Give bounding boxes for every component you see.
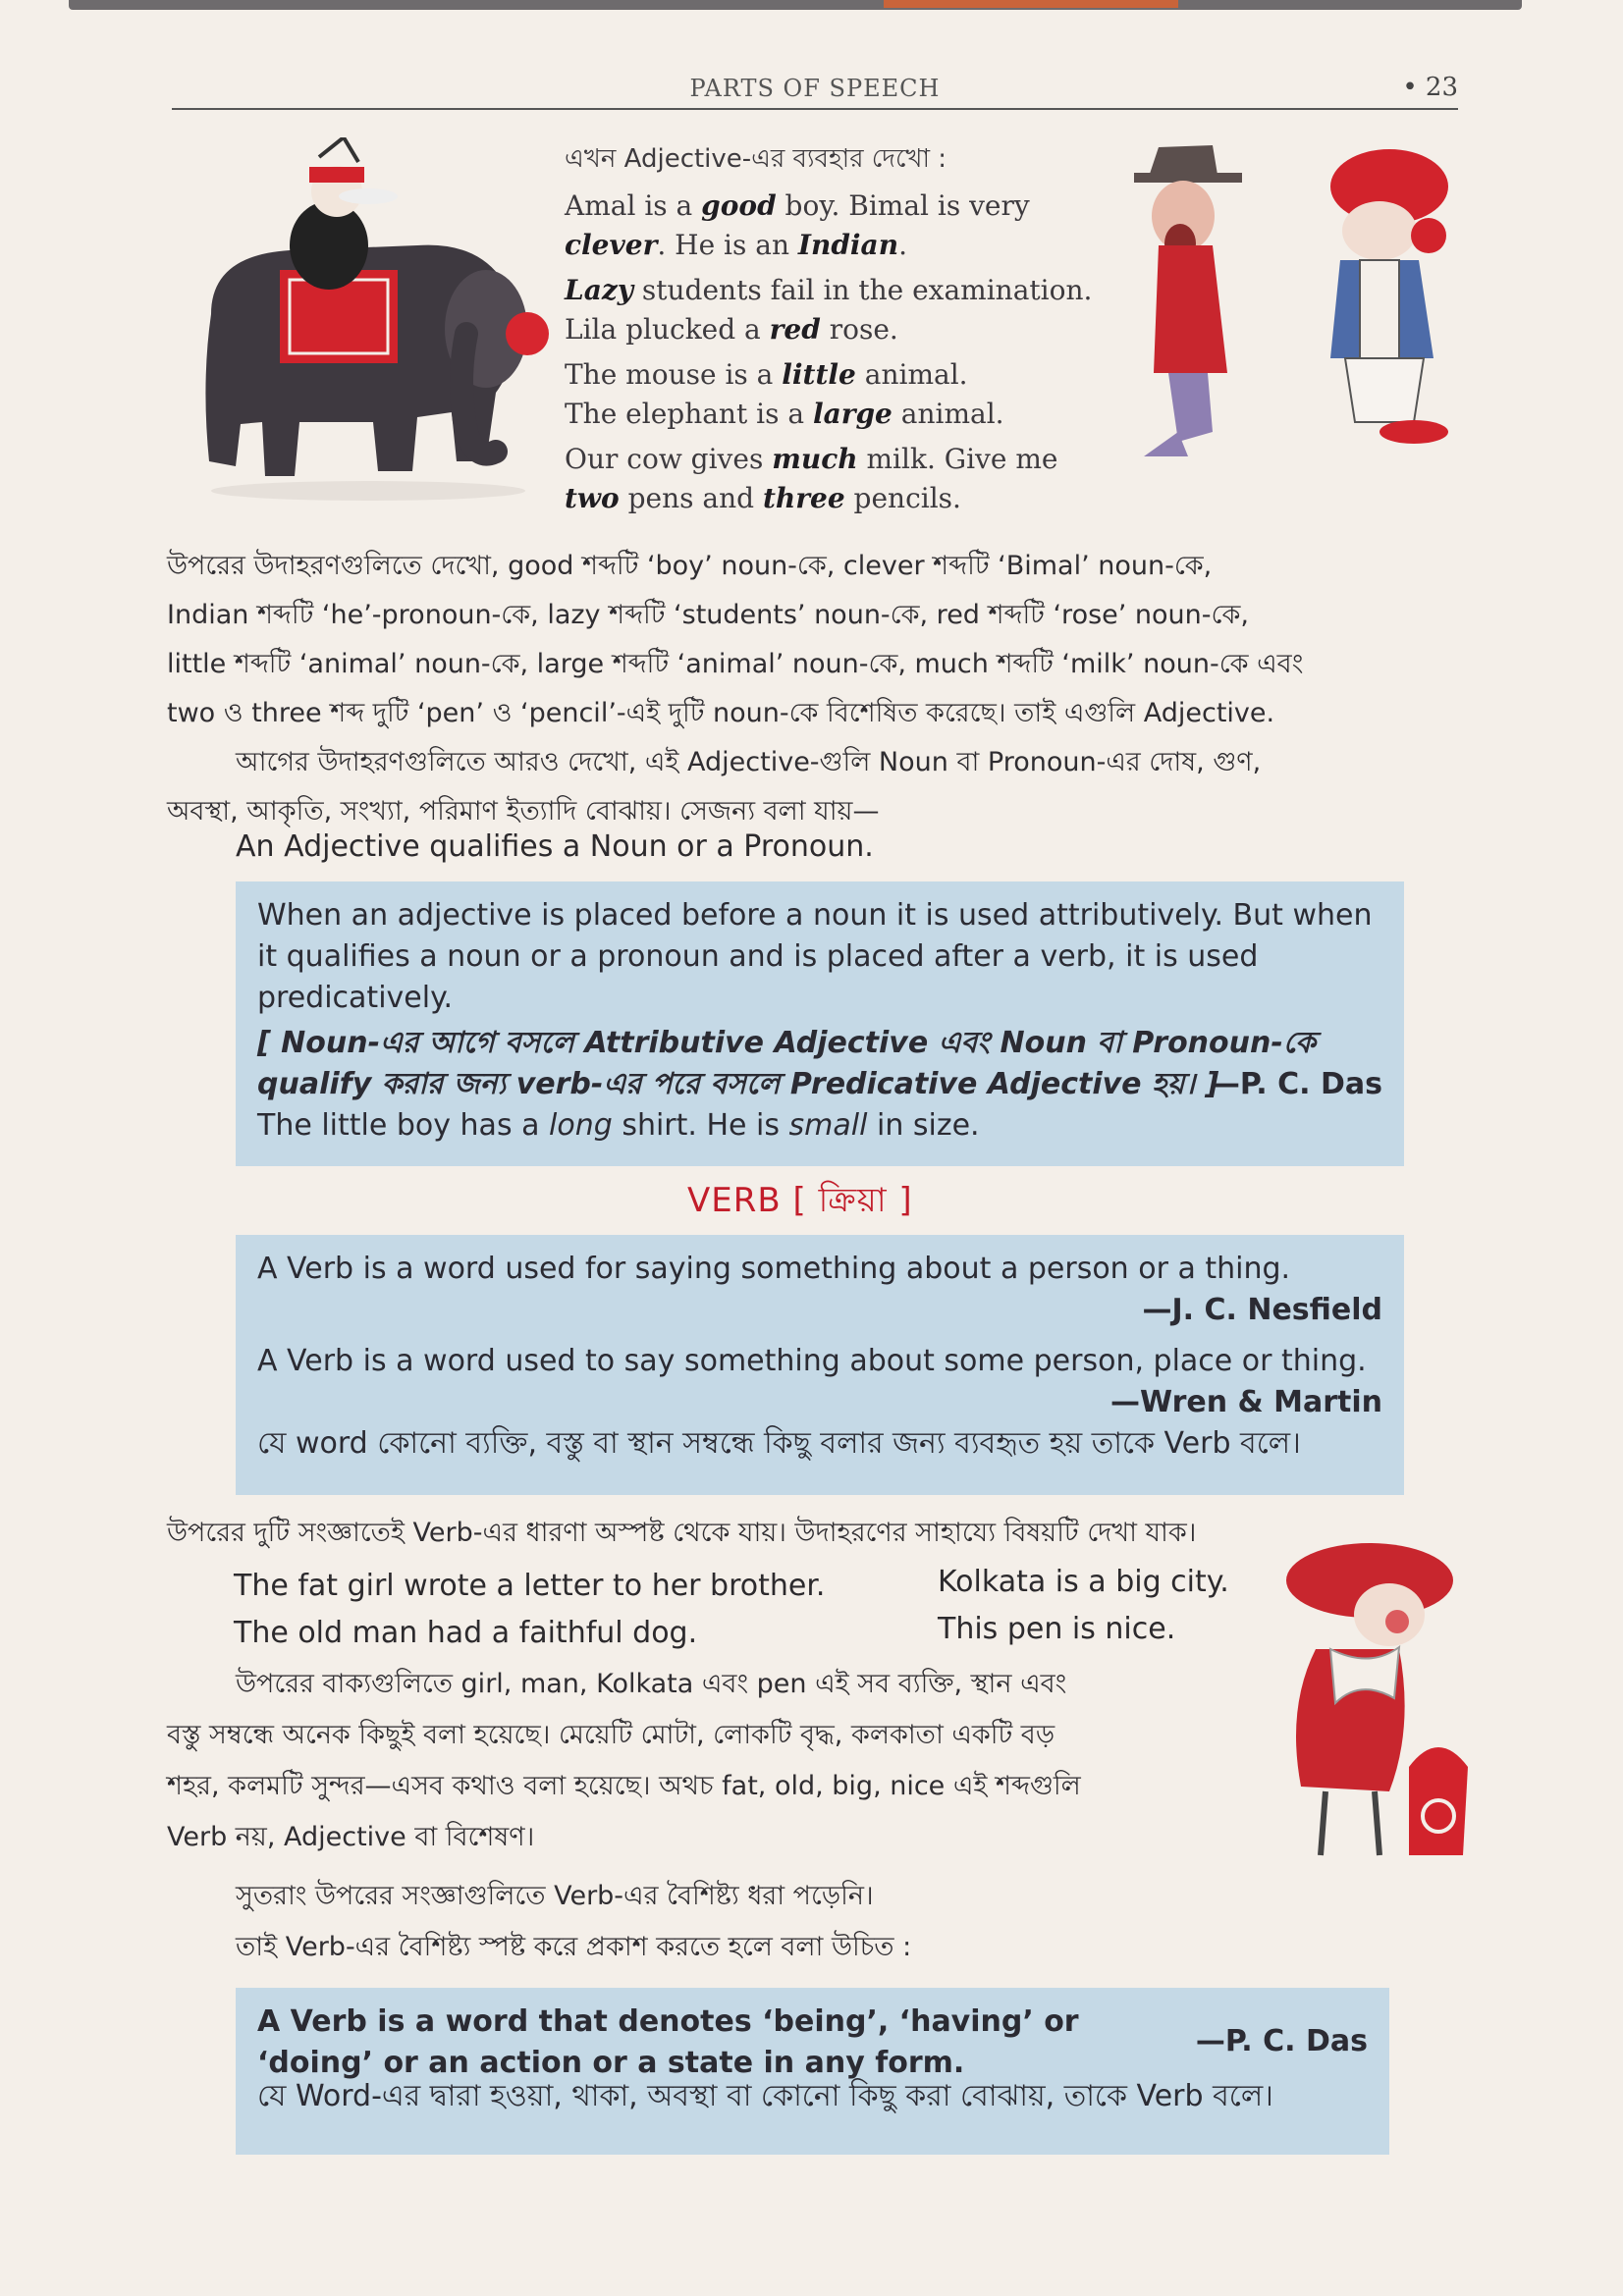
- example-sentence: This pen is nice.: [938, 1612, 1176, 1646]
- elephant-rider-illustration: [172, 137, 555, 510]
- example-line: The elephant is a large animal.: [565, 398, 1004, 430]
- verb-final-definition-box: [236, 1988, 1389, 2155]
- page-number: • 23: [1402, 73, 1458, 102]
- paragraph-line: আগের উদাহরণগুলিতে আরও দেখো, এই Adjective-গুলি Noun বা Pronoun-এর দোষ, গুণ,: [236, 747, 1262, 777]
- example-sentence: The fat girl wrote a letter to her brother.: [234, 1569, 826, 1603]
- box-definition: A Verb is a word used to say something about some person, place or thing.: [257, 1344, 1367, 1378]
- two-men-illustration: [1119, 137, 1478, 476]
- woman-illustration: [1262, 1531, 1488, 1895]
- example-line: Amal is a good boy. Bimal is very clever. He is an Indian.: [565, 189, 1030, 261]
- box-definition: যে word কোনো ব্যক্তি, বস্তু বা স্থান সম্বন্ধে কিছু বলার জন্য ব্যবহৃত হয় তাকে Verb বলে।: [257, 1426, 1301, 1461]
- paragraph-line: সুতরাং উপরের সংজ্ঞাগুলিতে Verb-এর বৈশিষ্ট্য ধরা পড়েনি।: [236, 1881, 874, 1911]
- examples-left: [234, 1563, 825, 1657]
- example-line: Our cow gives much milk. Give me two pens and three pencils.: [565, 443, 1058, 514]
- box-author: —P. C. Das: [1195, 2024, 1368, 2058]
- box-definition: A Verb is a word used for saying something about a person or a thing.: [257, 1252, 1291, 1286]
- box-note: [ Noun-এর আগে বসলে Attributive Adjective এবং Noun বা Pronoun-কে qualify করার জন্য verb-এর পরে বসলে Predicative Adjective হয়। ]: [257, 1026, 1316, 1101]
- example-line: Lazy students fail in the examination. Lila plucked a red rose.: [565, 274, 1093, 346]
- example-line: The mouse is a little animal.: [565, 358, 968, 391]
- box-definition: A Verb is a word that denotes ‘being’, ‘having’ or ‘doing’ or an action or a state in any form.: [257, 2004, 1079, 2080]
- paragraph-line: Verb নয়, Adjective বা বিশেষণ।: [167, 1822, 535, 1852]
- paragraph-line: অবস্থা, আকৃতি, সংখ্যা, পরিমাণ ইত্যাদি বোঝায়। সেজন্য বলা যায়—: [167, 796, 880, 827]
- paragraph-line: উপরের বাক্যগুলিতে girl, man, Kolkata এবং pen এই সব ব্যক্তি, স্থান এবং: [236, 1669, 1067, 1699]
- box-author: —Wren & Martin: [1110, 1385, 1382, 1419]
- box-definition: যে Word-এর দ্বারা হওয়া, থাকা, অবস্থা বা কোনো কিছু করা বোঝায়, তাকে Verb বলে।: [257, 2079, 1273, 2113]
- box-author: —J. C. Nesfield: [1142, 1293, 1382, 1327]
- examples-lead: এখন Adjective-এর ব্যবহার দেখো :: [565, 144, 947, 174]
- paragraph-line: উপরের দুটি সংজ্ঞাতেই Verb-এর ধারণা অস্পষ্ট থেকে যায়। উদাহরণের সাহায্যে বিষয়টি দেখা যাক।: [167, 1518, 1197, 1548]
- example-sentence: The old man had a faithful dog.: [234, 1616, 698, 1650]
- verb-discussion: [167, 1659, 1247, 1973]
- adjective-explanation: [167, 542, 1483, 836]
- examples-right: [938, 1559, 1229, 1653]
- paragraph-line: Indian শব্দটি ‘he’-pronoun-কে, lazy শব্দটি ‘students’ noun-কে, red শব্দটি ‘rose’ noun-কে,: [167, 600, 1249, 630]
- verb-definitions-box: [236, 1235, 1404, 1495]
- paragraph-line: বস্তু সম্বন্ধে অনেক কিছুই বলা হয়েছে। মেয়েটি মোটা, লোকটি বৃদ্ধ, কলকাতা একটি বড়: [167, 1720, 1055, 1750]
- paragraph-line: শহর, কলমটি সুন্দর—এসব কথাও বলা হয়েছে। অথচ fat, old, big, nice এই শব্দগুলি: [167, 1771, 1081, 1801]
- paragraph-line: little শব্দটি ‘animal’ noun-কে, large শব্দটি ‘animal’ noun-কে, much শব্দটি ‘milk’ noun-কে এবং: [167, 649, 1304, 679]
- box-text: When an adjective is placed before a noun it is used attributively. But when it qualifies a noun or a pronoun and is placed after a verb, it is used predicatively.: [257, 898, 1373, 1015]
- box-example: The little boy has a long shirt. He is small in size.: [257, 1108, 980, 1143]
- paragraph-line: two ও three শব্দ দুটি ‘pen’ ও ‘pencil’-এই দুটি noun-কে বিশেষিত করেছে। তাই এগুলি Adjective.: [167, 698, 1275, 728]
- attributive-predicative-box: [236, 881, 1404, 1166]
- box-author: —P. C. Das: [1210, 1067, 1382, 1101]
- adjective-examples: [565, 139, 1114, 524]
- paragraph-line: তাই Verb-এর বৈশিষ্ট্য স্পষ্ট করে প্রকাশ করতে হলে বলা উচিত :: [236, 1932, 912, 1962]
- adjective-definition: An Adjective qualifies a Noun or a Pronoun.: [236, 829, 874, 864]
- running-title: PARTS OF SPEECH: [689, 75, 941, 102]
- running-header: [172, 69, 1458, 110]
- example-sentence: Kolkata is a big city.: [938, 1565, 1229, 1599]
- verb-heading: VERB [ ক্রিয়া ]: [687, 1181, 913, 1220]
- paragraph-line: উপরের উদাহরণগুলিতে দেখো, good শব্দটি ‘boy’ noun-কে, clever শব্দটি ‘Bimal’ noun-কে,: [167, 551, 1213, 581]
